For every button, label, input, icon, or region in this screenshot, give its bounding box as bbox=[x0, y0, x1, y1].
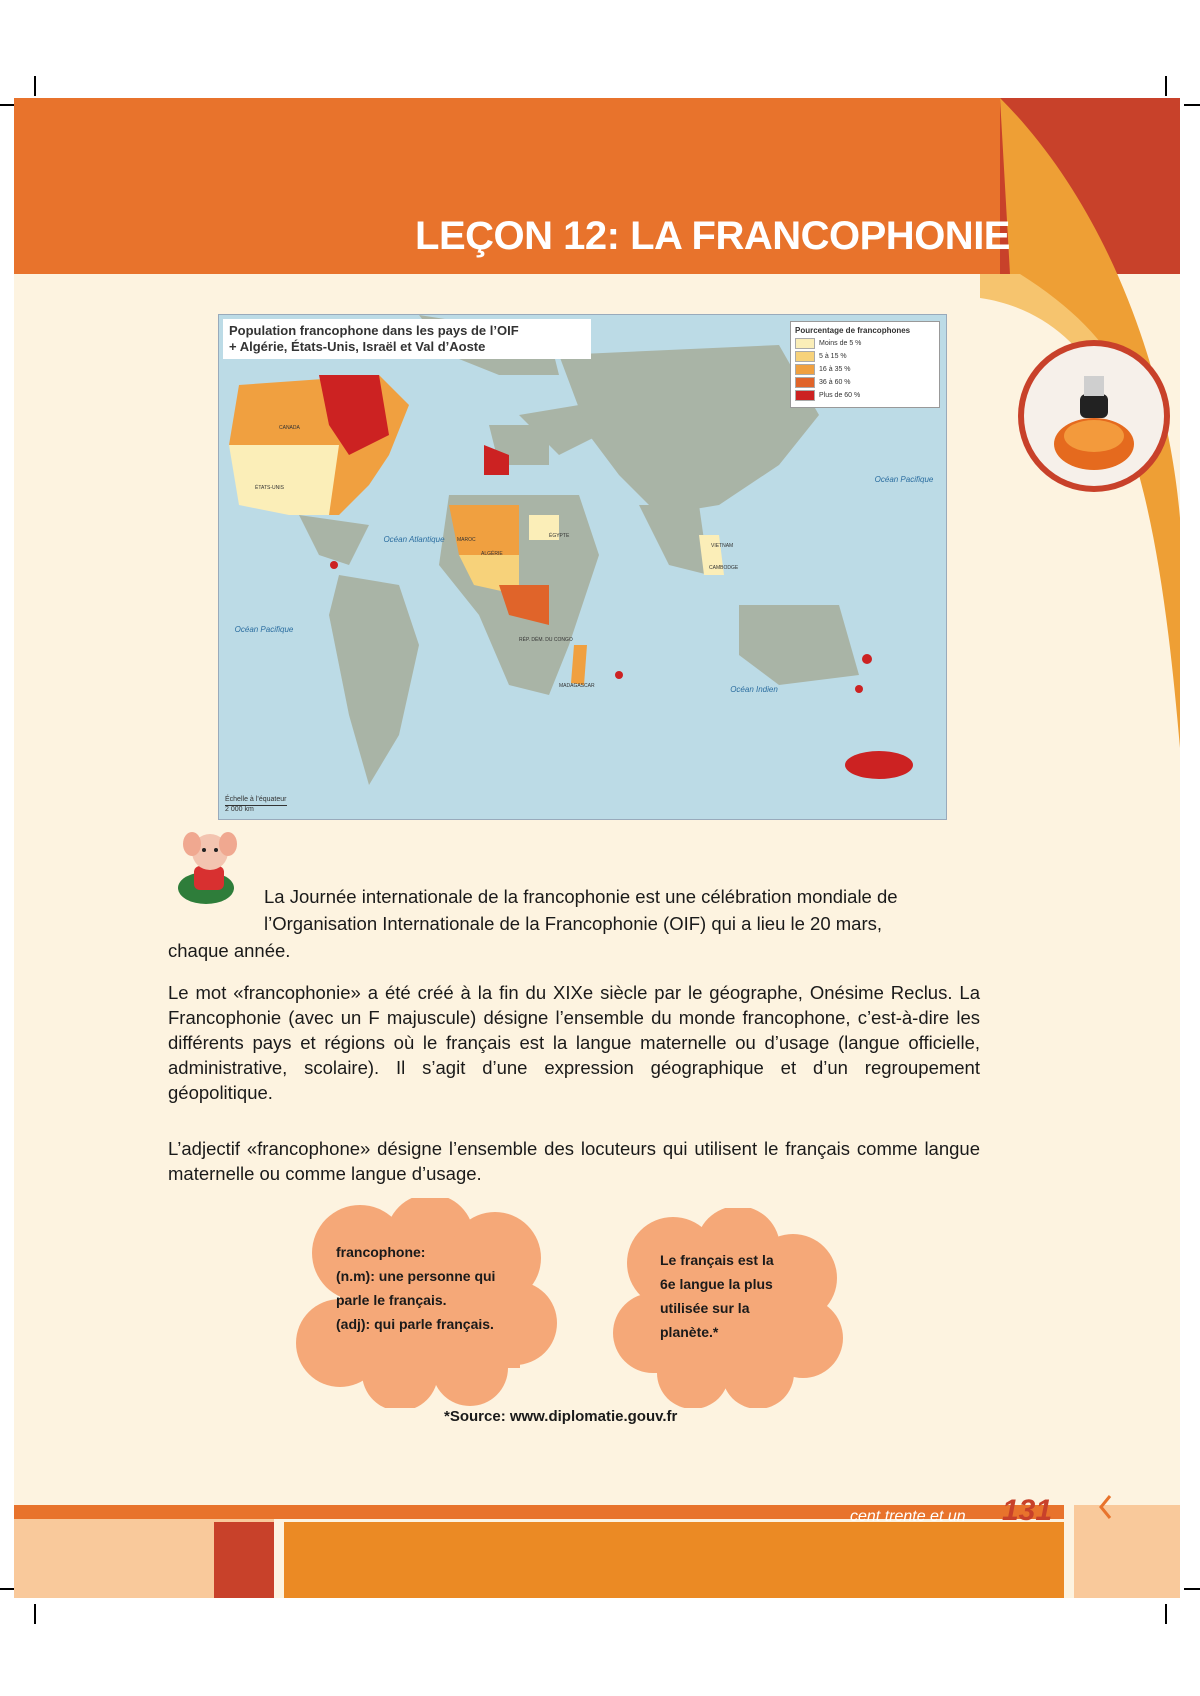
legend-item bbox=[795, 377, 935, 388]
crop-mark bbox=[1165, 1604, 1167, 1624]
fact-line: planète.* bbox=[660, 1324, 719, 1340]
perfume-bottle-image bbox=[1014, 336, 1174, 496]
legend-label: 16 à 35 % bbox=[819, 366, 851, 373]
paragraph-intro-line1: La Journée internationale de la francophonie est une célébration mondiale de bbox=[264, 886, 898, 907]
fact-cloud-text bbox=[660, 1248, 774, 1344]
ocean-label-atlantic: Océan Atlantique bbox=[383, 535, 445, 544]
legend-label: 5 à 15 % bbox=[819, 353, 847, 360]
country-label: MADAGASCAR bbox=[559, 683, 595, 689]
legend-item bbox=[795, 338, 935, 349]
crop-mark bbox=[34, 1604, 36, 1624]
crop-mark bbox=[0, 1588, 14, 1590]
legend-item bbox=[795, 364, 935, 375]
paragraph-intro-line3: chaque année. bbox=[168, 940, 291, 961]
legend-label: Plus de 60 % bbox=[819, 392, 861, 399]
definition-noun: (n.m): une personne qui bbox=[336, 1268, 496, 1284]
chevron-left-icon bbox=[1098, 1494, 1112, 1520]
legend-swatch bbox=[795, 364, 815, 375]
country-label: ÉGYPTE bbox=[549, 533, 570, 539]
legend-swatch bbox=[795, 338, 815, 349]
country-label: VIETNAM bbox=[711, 543, 734, 549]
mascot-illustration bbox=[166, 828, 266, 908]
footer-accent-block bbox=[214, 1522, 274, 1598]
legend-swatch bbox=[795, 377, 815, 388]
crop-mark bbox=[0, 104, 14, 106]
lesson-title: LEÇON 12: LA FRANCOPHONIE bbox=[415, 214, 1010, 258]
crop-mark bbox=[1184, 104, 1200, 106]
fact-line: utilisée sur la bbox=[660, 1300, 750, 1316]
map-scale bbox=[225, 796, 287, 813]
map-title bbox=[223, 319, 591, 359]
country-label: ÉTATS-UNIS bbox=[255, 485, 284, 491]
ocean-label-pacific-east: Océan Pacifique bbox=[874, 475, 934, 484]
crop-mark bbox=[1165, 76, 1167, 96]
legend-swatch bbox=[795, 390, 815, 401]
map-legend bbox=[790, 321, 940, 408]
page-number: 131 bbox=[1002, 1494, 1053, 1527]
country-label: CAMBODGE bbox=[709, 565, 739, 571]
fact-line: 6e langue la plus bbox=[660, 1276, 773, 1292]
legend-title: Pourcentage de francophones bbox=[795, 326, 911, 335]
map-scale-label: Échelle à l’équateur bbox=[225, 796, 287, 803]
country-label: MAROC bbox=[457, 537, 476, 543]
francophonie-map bbox=[218, 314, 947, 820]
country-label: ALGÉRIE bbox=[481, 551, 503, 557]
country-label: RÉP. DÉM. DU CONGO bbox=[519, 637, 573, 643]
definition-noun-cont: parle le français. bbox=[336, 1292, 447, 1308]
crop-mark bbox=[34, 76, 36, 96]
ocean-label-indian: Océan Indien bbox=[730, 685, 778, 694]
footer-band bbox=[284, 1522, 1064, 1598]
legend-swatch bbox=[795, 351, 815, 362]
source-citation: *Source: www.diplomatie.gouv.fr bbox=[444, 1408, 678, 1425]
legend-label: Moins de 5 % bbox=[819, 340, 862, 347]
paragraph-intro-line2: l’Organisation Internationale de la Francophonie (OIF) qui a lieu le 20 mars, bbox=[264, 913, 883, 934]
crop-mark bbox=[1184, 1588, 1200, 1590]
legend-item bbox=[795, 351, 935, 362]
paragraph-francophone: L’adjectif «francophone» désigne l’ensemble des locuteurs qui utilisent le français comme langue maternelle ou comme langue d’usage. bbox=[168, 1138, 980, 1184]
footer-right-block bbox=[1074, 1505, 1180, 1598]
map-scale-value: 2 000 km bbox=[225, 805, 287, 813]
map-title-line2: + Algérie, États-Unis, Israël et Val d’Aoste bbox=[229, 339, 486, 354]
fact-line: Le français est la bbox=[660, 1252, 774, 1268]
country-label: CANADA bbox=[279, 425, 300, 431]
ocean-label-pacific-west: Océan Pacifique bbox=[234, 625, 294, 634]
definition-cloud-text bbox=[336, 1240, 495, 1336]
map-title-line1: Population francophone dans les pays de l’OIF bbox=[229, 323, 519, 338]
legend-label: 36 à 60 % bbox=[819, 379, 851, 386]
definition-adj: (adj): qui parle français. bbox=[336, 1316, 494, 1332]
paragraph-francophonie: Le mot «francophonie» a été créé à la fin du XIXe siècle par le géographe, Onésime Reclus. La Francophonie (avec un F majuscule) désigne l’ensemble du monde francophone, c’est-à-dire les différents pays et régions où le français est la langue maternelle ou d’usage (langue officielle, administrative, scolaire). Il s’agit d’une expression géographique et d’un regroupement géopolitique. bbox=[168, 982, 980, 1103]
legend-item bbox=[795, 390, 935, 401]
page-number-words: cent trente et un bbox=[850, 1508, 966, 1525]
definition-word: francophone: bbox=[336, 1244, 426, 1260]
